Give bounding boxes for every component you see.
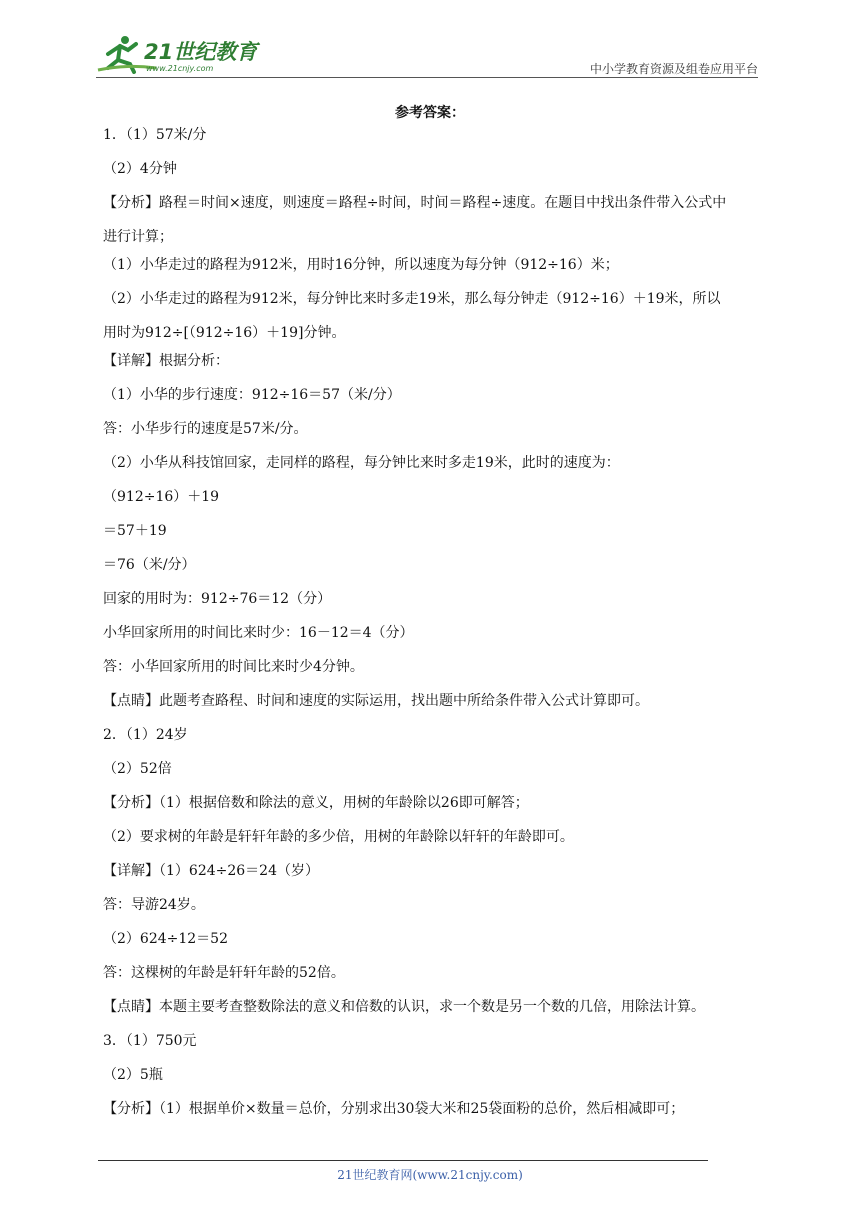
text-line: （2）52倍 — [103, 761, 172, 777]
page-title: 参考答案： — [395, 105, 465, 121]
page-header — [96, 30, 758, 80]
logo-url: www.21cnjy.com — [146, 64, 214, 73]
text-line: 2．（1）24岁 — [103, 727, 188, 743]
text-line: （1）小华走过的路程为912米，用时16分钟，所以速度为每分钟（912÷16）米； — [103, 257, 619, 273]
text-line: 答：小华回家所用的时间比来时少4分钟。 — [103, 659, 364, 675]
text-line: （2）4分钟 — [103, 161, 177, 177]
text-line: 【分析】路程＝时间×速度，则速度＝路程÷时间，时间＝路程÷速度。在题目中找出条件带入公式中 — [103, 195, 727, 211]
text-line: 答：导游24岁。 — [103, 897, 205, 913]
text-line: 用时为912÷[（912÷16）＋19]分钟。 — [103, 325, 346, 341]
text-line: 【分析】（1）根据倍数和除法的意义，用树的年龄除以26即可解答； — [103, 795, 529, 811]
header-divider — [96, 77, 758, 78]
text-line: 3．（1）750元 — [103, 1033, 197, 1049]
text-line: （1）小华的步行速度：912÷16＝57（米/分） — [103, 387, 401, 403]
text-line: 【详解】（1）624÷26＝24（岁） — [103, 863, 319, 879]
text-line: （912÷16）＋19 — [103, 489, 220, 505]
logo-text: 21世纪教育 — [144, 40, 258, 64]
text-line: ＝76（米/分） — [103, 557, 196, 573]
text-line: 回家的用时为：912÷76＝12（分） — [103, 591, 332, 607]
text-line: 进行计算； — [103, 229, 173, 245]
text-line: 【详解】根据分析： — [103, 353, 229, 369]
text-line: 小华回家所用的时间比来时少：16－12＝4（分） — [103, 625, 414, 641]
logo-icon — [96, 34, 266, 74]
text-line: 【点睛】此题考查路程、时间和速度的实际运用，找出题中所给条件带入公式计算即可。 — [103, 693, 649, 709]
text-line: （2）小华走过的路程为912米，每分钟比来时多走19米，那么每分钟走（912÷16）＋19米，所以 — [103, 291, 721, 307]
footer-text: 21世纪教育网(www.21cnjy.com) — [337, 1168, 523, 1182]
text-line: 1．（1）57米/分 — [103, 127, 207, 143]
text-line: （2）624÷12＝52 — [103, 931, 228, 947]
text-line: （2）5瓶 — [103, 1067, 163, 1083]
text-line: （2）要求树的年龄是轩轩年龄的多少倍，用树的年龄除以轩轩的年龄即可。 — [103, 829, 574, 845]
text-line: 答：这棵树的年龄是轩轩年龄的52倍。 — [103, 965, 345, 981]
text-line: 答：小华步行的速度是57米/分。 — [103, 421, 308, 437]
header-platform-text: 中小学教育资源及组卷应用平台 — [589, 62, 758, 76]
text-line: ＝57＋19 — [103, 523, 167, 539]
text-line: 【点睛】本题主要考查整数除法的意义和倍数的认识，求一个数是另一个数的几倍，用除法计算。 — [103, 999, 705, 1015]
footer-divider — [98, 1160, 708, 1161]
text-line: 【分析】（1）根据单价×数量＝总价，分别求出30袋大米和25袋面粉的总价，然后相减即可； — [103, 1101, 685, 1117]
text-line: （2）小华从科技馆回家，走同样的路程，每分钟比来时多走19米，此时的速度为： — [103, 455, 620, 471]
